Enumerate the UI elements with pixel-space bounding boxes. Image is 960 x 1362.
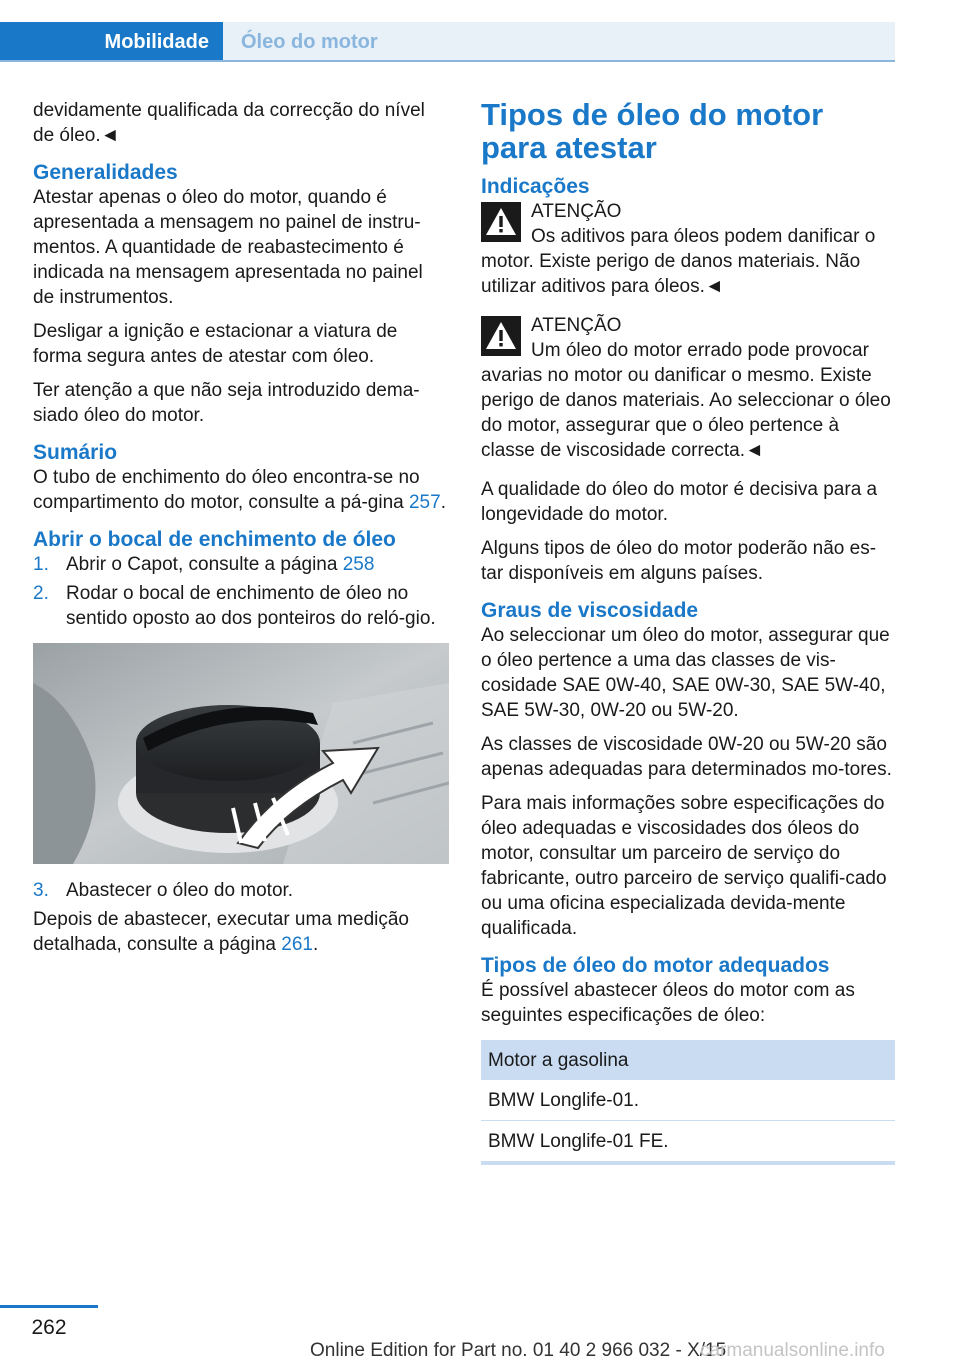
- after-paragraph: Depois de abastecer, executar uma medição detalhada, consulte a página 261.: [33, 909, 409, 955]
- table-header-cell: Motor a gasolina: [481, 1040, 895, 1080]
- table-cell: BMW Longlife-01 FE.: [481, 1121, 895, 1164]
- page-link-257[interactable]: 257: [408, 492, 441, 513]
- table-header-row: [481, 1040, 895, 1080]
- section-generalidades: [33, 160, 449, 428]
- oil-spec-table: [481, 1040, 895, 1165]
- heading-indicacoes: Indicações: [481, 175, 590, 198]
- indicacoes-p2: Alguns tipos de óleo do motor poderão não es‐tar disponíveis em alguns países.: [481, 538, 877, 584]
- step-number: 2.: [33, 583, 49, 604]
- heading-sumario: Sumário: [33, 441, 118, 464]
- edition-text: Online Edition for Part no. 01 40 2 966 032 - X/15: [310, 1340, 727, 1361]
- warning-block-aditivos: [481, 199, 895, 299]
- generalidades-p1: Atestar apenas o óleo do motor, quando é apresentada a mensagem no painel de instru‐mentos. A quantidade de reabastecimento é indicada na mensagem apresentada no painel de instrumentos.: [33, 187, 423, 308]
- section-abrir-bocal: [33, 527, 449, 957]
- list-item: 2. Rodar o bocal de enchimento de óleo no sentido oposto ao dos ponteiros do reló‐gio.: [33, 583, 436, 629]
- heading-tipos-adequados: Tipos de óleo do motor adequados: [481, 954, 830, 977]
- page-header: [0, 22, 895, 62]
- watermark-text: carmanualsonline.info: [700, 1340, 885, 1361]
- warning-triangle-icon: [481, 202, 521, 242]
- heading-generalidades: Generalidades: [33, 161, 178, 184]
- generalidades-p3: Ter atenção a que não seja introduzido dema‐siado óleo do motor.: [33, 380, 420, 426]
- indicacoes-p1: A qualidade do óleo do motor é decisiva para a longevidade do motor.: [481, 479, 878, 525]
- list-item: 1. Abrir o Capot, consulte a página 258: [33, 554, 375, 575]
- sumario-paragraph: O tubo de enchimento do óleo encontra-se no compartimento do motor, consulte a pá‐gina 257.: [33, 467, 446, 513]
- section-tab-mobilidade[interactable]: Mobilidade: [0, 22, 223, 62]
- section-sumario: [33, 440, 449, 515]
- warning-label: ATENÇÃO: [531, 201, 622, 222]
- generalidades-p2: Desligar a ignição e estacionar a viatura de forma segura antes de atestar com óleo.: [33, 321, 398, 367]
- page-number: 262: [31, 1316, 67, 1339]
- steps-list-1-2: [33, 552, 449, 631]
- graus-p3: Para mais informações sobre especificações do óleo adequadas e viscosidades dos óleos do motor, consultar um parceiro de serviço do fabricante, outro parceiro de serviço qualifi‐cado ou uma oficina especializada devida‐mente qualificada.: [481, 793, 887, 939]
- steps-list-3: [33, 878, 449, 903]
- warning-text: Os aditivos para óleos podem danificar o motor. Existe perigo de danos materiais. Não utilizar aditivos para óleos.◄: [481, 226, 876, 297]
- table-cell: BMW Longlife-01.: [481, 1080, 895, 1121]
- graus-p1: Ao seleccionar um óleo do motor, assegurar que o óleo pertence a uma das classes de vis‐cosidade SAE 0W-40, SAE 0W-30, SAE 5W-40, SAE 5W-30, 0W-20 ou 5W-20.: [481, 625, 890, 721]
- page-title: Tipos de óleo do motor para atestar: [481, 97, 824, 165]
- warning-text: Um óleo do motor errado pode provocar avarias no motor ou danificar o mesmo. Existe perigo de danos materiais. Ao seleccionar o óleo do motor, assegurar que o óleo pertence à classe de viscosidade correcta.◄: [481, 340, 891, 461]
- heading-abrir-bocal: Abrir o bocal de enchimento de óleo: [33, 528, 396, 551]
- table-row: [481, 1080, 895, 1121]
- section-tab-oleo-do-motor[interactable]: Óleo do motor: [223, 22, 895, 62]
- adequados-p1: É possível abastecer óleos do motor com as seguintes especificações de óleo:: [481, 980, 855, 1026]
- section-tipos-adequados: [481, 953, 895, 1165]
- heading-graus-viscosidade: Graus de viscosidade: [481, 599, 699, 622]
- left-column: [33, 98, 449, 966]
- intro-paragraph: devidamente qualificada da correcção do nível de óleo.◄: [33, 100, 425, 146]
- warning-label: ATENÇÃO: [531, 315, 622, 336]
- warning-triangle-icon: [481, 316, 521, 356]
- warning-block-oleo-errado: [481, 313, 895, 463]
- page-link-261[interactable]: 261: [281, 934, 313, 955]
- section-graus-viscosidade: [481, 598, 895, 941]
- oil-filler-cap-photo: [33, 643, 449, 864]
- graus-p2: As classes de viscosidade 0W-20 ou 5W-20 são apenas adequadas para determinados mo‐tores.: [481, 734, 892, 780]
- step-number: 1.: [33, 554, 49, 575]
- table-row: [481, 1121, 895, 1164]
- page-link-258[interactable]: 258: [342, 554, 375, 575]
- header-divider: [0, 60, 895, 62]
- list-item: 3. Abastecer o óleo do motor.: [33, 880, 294, 901]
- section-indicacoes: [481, 174, 895, 586]
- footer-divider: [0, 1305, 98, 1308]
- right-column: [481, 98, 895, 1165]
- step-number: 3.: [33, 880, 49, 901]
